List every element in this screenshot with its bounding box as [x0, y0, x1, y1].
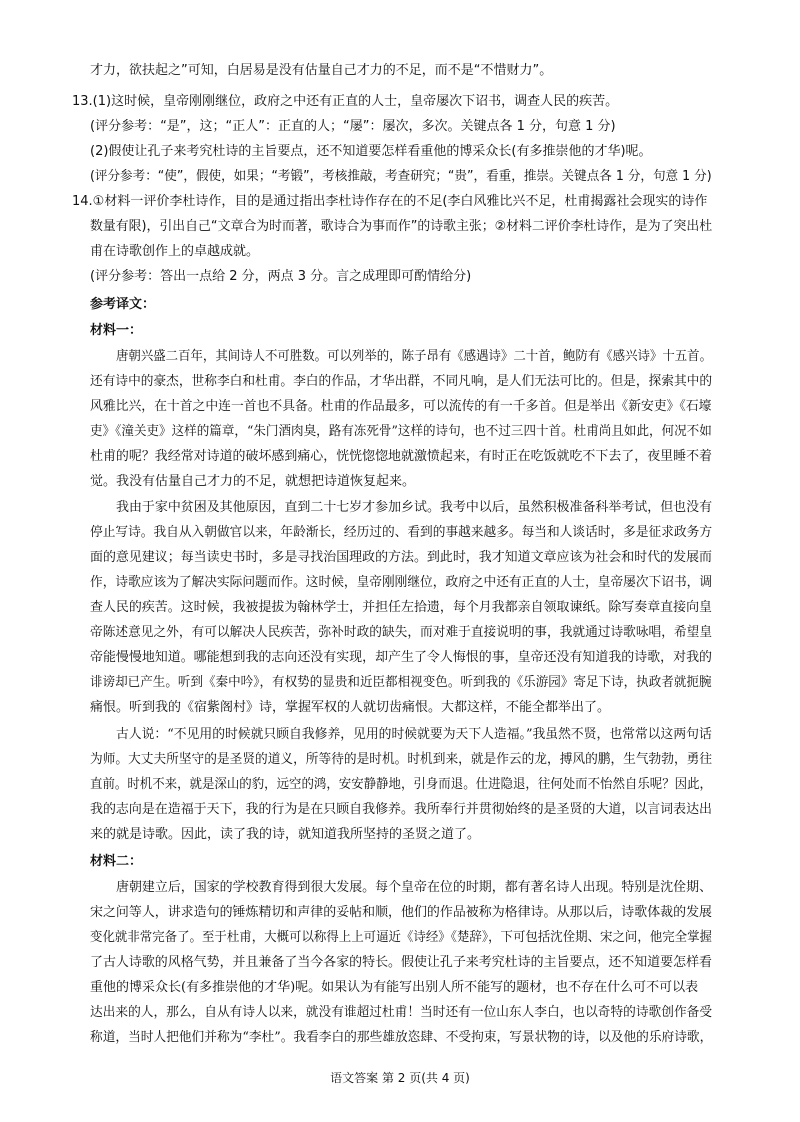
paragraph-line: 吏》《潼关吏》这样的篇章，“朱门酒肉臭，路有冻死骨”这样的诗句，也不过三四十首。杜甫尚且如此，何况不如 [90, 424, 712, 439]
paragraph-line: 古人说：“不见用的时候就只顾自我修养，见用的时候就要为天下人造福。”我虽然不贤，也常常以这两句话 [116, 727, 712, 742]
paragraph-line: 作，诗歌应该为了解决实际问题而作。这时候，皇帝刚刚继位，政府之中还有正直的人士，皇帝屡次下诏书，调 [90, 575, 713, 590]
text-line: 才力，欲扶起之”可知，白居易是没有估量自己才力的不足，而不是“不惜财力”。 [90, 63, 553, 78]
q13-answer-2: (2)假使让孔子来考究杜诗的主旨要点，还不知道要怎样看重他的博采众长(有多推崇他的才华)呢。 [90, 144, 652, 159]
paragraph-line: 风雅比兴，在十首之中连一首也不具备。杜甫的作品最多，可以流传的有一千多首。但是举出《新安吏》《石壕 [90, 399, 712, 414]
paragraph-line: 诽谤却已产生。听到《秦中吟》，有权势的显贵和近臣都相视变色。听到我的《乐游园》寄足下诗，执政者就扼腕 [90, 675, 712, 690]
q14-answer-line: 数量有限)，引出自己“文章合为时而著，歌诗合为事而作”的诗歌主张；②材料二评价李杜诗作，是为了突出杜 [90, 219, 713, 234]
q14-answer-line: 14.①材料一评价李杜诗作，目的是通过指出李杜诗作存在的不足(李白风雅比兴不足，杜甫揭露社会现实的诗作 [72, 194, 708, 209]
paragraph-line: 唐朝建立后，国家的学校教育得到很大发展。每个皇帝在位的时期，都有著名诗人出现。特别是沈佺期、 [116, 880, 713, 895]
paragraph-line: 查人民的疾苦。这时候，我被提拔为翰林学士，并担任左拾遗，每个月我都亲自领取谏纸。除写奏章直接向皇 [90, 600, 713, 615]
paragraph-line: 直前。时机不来，就是深山的豹，远空的鸿，安安静静地，引身而退。仕进隐退，往何处而不怡然自乐呢？因此， [90, 777, 712, 792]
q13-scoring-2: (评分参考：“使”，假使，如果；“考锻”，考核推敲，考查研究；“贵”，看重，推崇。关键点各 1 分，句意 1 分) [90, 169, 712, 184]
translation-heading: 参考译文： [90, 297, 156, 312]
q13-answer-1: 13.(1)这时候，皇帝刚刚继位，政府之中还有正直的人士，皇帝屡次下诏书，调查人民的疾苦。 [72, 94, 619, 109]
paragraph-line: 称道，当时人把他们并称为“李杜”。我看李白的那些雄放恣肆、不受拘束，写景状物的诗，以及他的乐府诗歌， [90, 1030, 713, 1045]
paragraph-line: 达出来的人，那么，自从有诗人以来，就没有谁超过杜甫！当时还有一位山东人李白，也以奇特的诗歌创作备受 [90, 1005, 713, 1020]
paragraph-line: 我的志向是在造福于天下，我的行为是在只顾自我修养。我所奉行并贯彻始终的是圣贤的大道，以言词表达出 [90, 802, 713, 817]
q13-scoring-1: (评分参考：“是”，这；“正人”：正直的人；“屡”：屡次，多次。关键点各 1 分，句意 1 分) [90, 119, 616, 134]
q14-answer-line: 甫在诗歌创作上的卓越成就。 [90, 244, 260, 259]
paragraph-line: 来的就是诗歌。因此，读了我的诗，就知道我所坚持的圣贤之道了。 [90, 827, 481, 842]
material1-heading: 材料一： [90, 323, 143, 338]
paragraph-line: 觉。我没有估量自己才力的不足，就想把诗道恢复起来。 [90, 474, 416, 489]
page-footer: 语文答案 第 2 页(共 4 页) [330, 1071, 470, 1085]
paragraph-line: 变化就非常完备了。至于杜甫，大概可以称得上上可逼近《诗经》《楚辞》，下可包括沈佺期、宋之问，他完全掌握 [90, 930, 712, 945]
paragraph-line: 帝能慢慢地知道。哪能想到我的志向还没有实现，却产生了令人悔恨的事，皇帝还没有知道我的诗歌，对我的 [90, 650, 713, 665]
paragraph-line: 为师。大丈夫所坚守的是圣贤的道义，所等待的是时机。时机到来，就是作云的龙，搏风的鹏，生气勃勃，勇往 [90, 752, 713, 767]
paragraph-line: 面的意见建议；每当读史书时，多是寻找治国理政的方法。到此时，我才知道文章应该为社会和时代的发展而 [90, 550, 713, 565]
paragraph-line: 唐朝兴盛二百年，其间诗人不可胜数。可以列举的，陈子昂有《感遇诗》二十首，鲍防有《感兴诗》十五首。 [116, 349, 712, 364]
paragraph-line: 宋之问等人，讲求造句的锤炼精切和声律的妥帖和顺，他们的作品被称为格律诗。从那以后，诗歌体裁的发展 [90, 905, 713, 920]
paragraph-line: 帝陈述意见之外，有可以解决人民疾苦，弥补时政的缺失，而对难于直接说明的事，我就通过诗歌咏唱，希望皇 [90, 625, 713, 640]
q14-scoring: (评分参考：答出一点给 2 分，两点 3 分。言之成理即可酌情给分) [90, 269, 472, 284]
paragraph-line: 杜甫的呢？我经常对诗道的破坏感到痛心，恍恍惚惚地就激愤起来，有时正在吃饭就吃不下去了，夜里睡不着 [90, 449, 713, 464]
paragraph-line: 我由于家中贫困及其他原因，直到二十七岁才参加乡试。我考中以后，虽然积极准备科举考试，但也没有 [116, 500, 713, 515]
paragraph-line: 还有诗中的豪杰，世称李白和杜甫。李白的作品，才华出群，不同凡响，是人们无法可比的。但是，探索其中的 [90, 374, 713, 389]
paragraph-line: 了古人诗歌的风格气势，并且兼备了当今各家的特长。假使让孔子来考究杜诗的主旨要点，还不知道要怎样看 [90, 955, 713, 970]
paragraph-line: 痛恨。听到我的《宿紫阁村》诗，掌握军权的人就切齿痛恨。大都这样，不能全都举出了。 [90, 700, 611, 715]
paragraph-line: 重他的博采众长(有多推崇他的才华)呢。如果认为有能写出别人所不能写的题材，也不存在什么可不可以表 [90, 980, 699, 995]
material2-heading: 材料二： [90, 854, 143, 869]
paragraph-line: 停止写诗。我自从入朝做官以来，年龄渐长，经历过的、看到的事越来越多。每当和人谈话时，多是征求政务方 [90, 525, 713, 540]
